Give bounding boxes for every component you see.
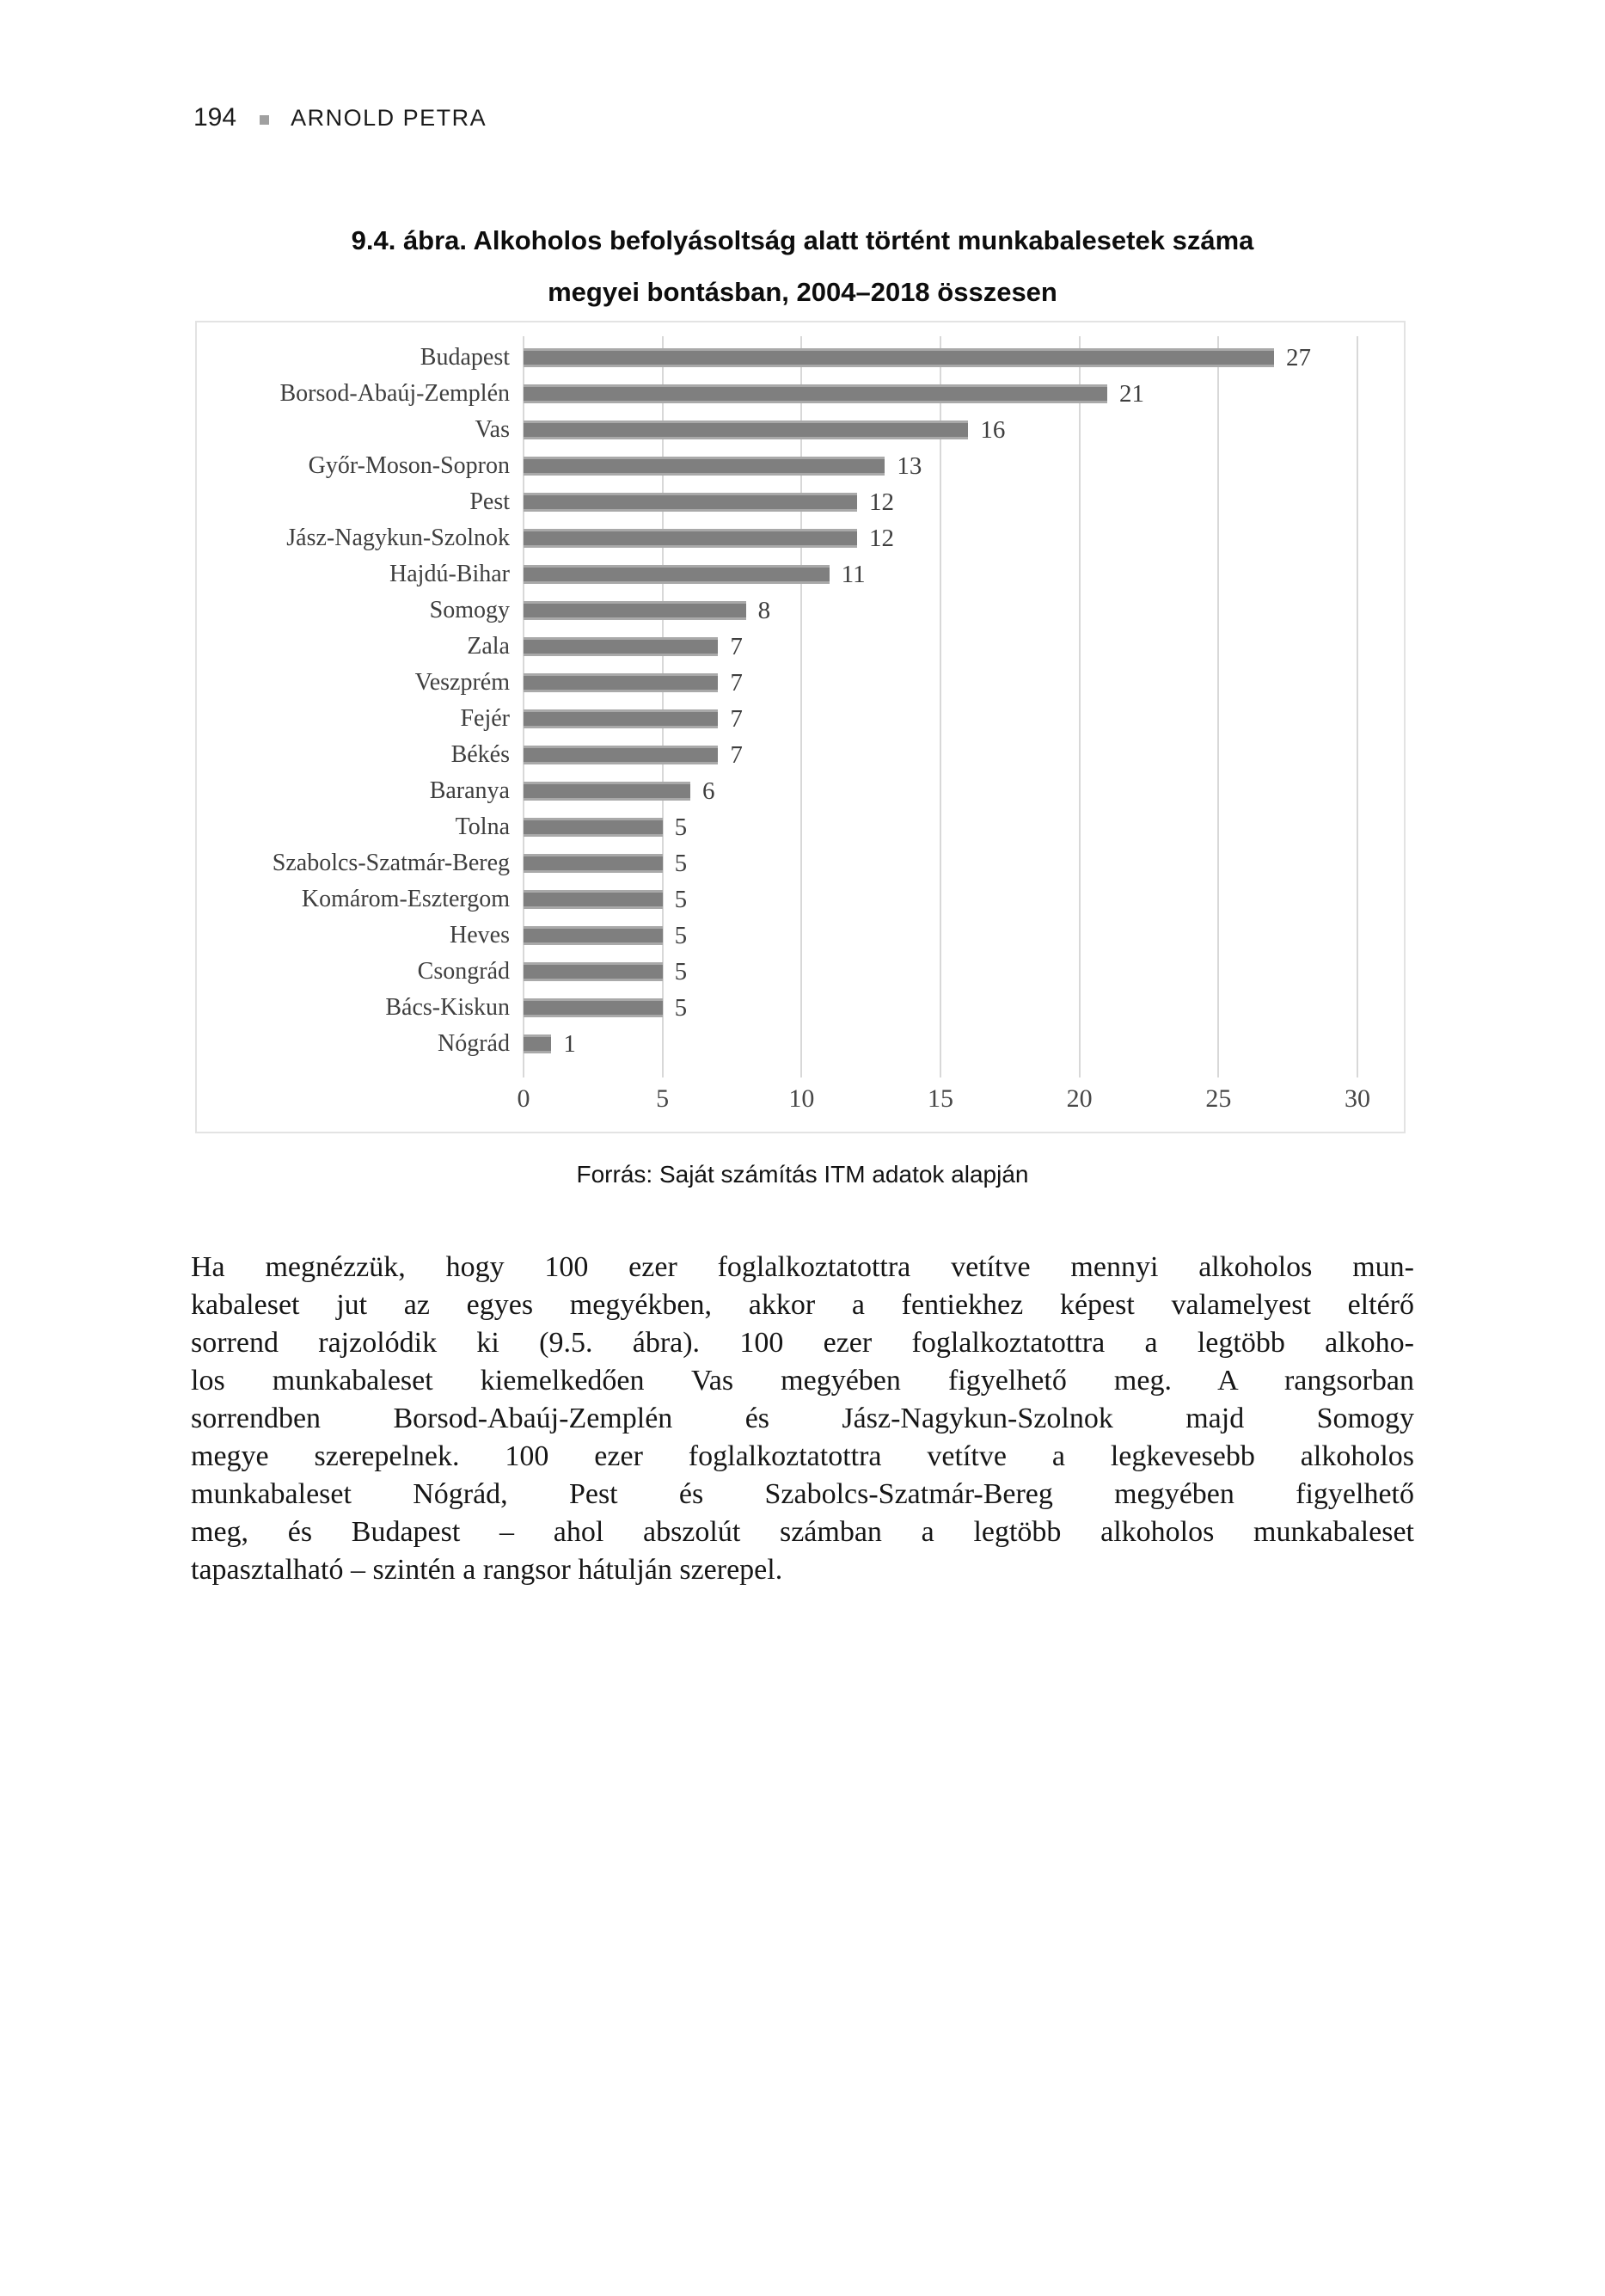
category-label: Fejér [460, 705, 510, 732]
bar-chart [195, 321, 1406, 1133]
bar [524, 493, 857, 512]
figure-title-line2: megyei bontásban, 2004–2018 összesen [548, 277, 1057, 307]
category-label: Hajdú-Bihar [389, 561, 510, 587]
body-line: kabaleset jut az egyes megyékben, akkor a fentiekhez képest valamelyest eltérő [191, 1289, 1414, 1321]
body-line: munkabaleset Nógrád, Pest és Szabolcs-Szatmár-Bereg megyében figyelhető [191, 1478, 1414, 1510]
bar-track [524, 881, 1404, 918]
bar-track [524, 484, 1404, 520]
running-head [193, 103, 487, 132]
page-number: 194 [193, 103, 237, 132]
chart-row [197, 556, 1404, 592]
bar [524, 673, 718, 692]
square-separator-icon [260, 115, 269, 125]
body-line: megye szerepelnek. 100 ezer foglalkoztatottra vetítve a legkevesebb alkoholos [191, 1440, 1414, 1472]
category-label: Jász-Nagykun-Szolnok [286, 525, 510, 551]
chart-rows [197, 340, 1404, 1062]
body-paragraph [191, 1249, 1414, 1589]
bar [524, 854, 663, 873]
category-label: Heves [450, 922, 510, 948]
bar-track [524, 918, 1404, 954]
value-label: 7 [730, 668, 743, 697]
category-label: Somogy [429, 597, 510, 623]
chart-row [197, 1026, 1404, 1062]
category-label: Vas [475, 416, 510, 443]
figure-source: Forrás: Saját számítás ITM adatok alapján [576, 1161, 1029, 1188]
value-label: 5 [674, 957, 688, 985]
category-label: Budapest [420, 344, 510, 371]
bar-track [524, 737, 1404, 773]
x-tick-label: 5 [656, 1084, 670, 1113]
figure-title-line1: 9.4. ábra. Alkoholos befolyásoltság alatt történt munkabalesetek száma [351, 225, 1254, 255]
chart-row [197, 990, 1404, 1026]
value-label: 16 [980, 415, 1006, 444]
chart-row [197, 629, 1404, 665]
chart-row [197, 809, 1404, 845]
bar-track [524, 701, 1404, 737]
chart-row [197, 845, 1404, 881]
value-label: 5 [674, 849, 688, 877]
bar-track [524, 845, 1404, 881]
x-tick-label: 30 [1345, 1084, 1370, 1113]
bar-track [524, 448, 1404, 484]
x-tick-label: 20 [1066, 1084, 1093, 1113]
chart-row [197, 773, 1404, 809]
bar-track [524, 773, 1404, 809]
bar-track [524, 592, 1404, 629]
category-label: Borsod-Abaúj-Zemplén [279, 380, 510, 407]
chart-row [197, 737, 1404, 773]
bar [524, 746, 718, 764]
chart-row [197, 376, 1404, 412]
bar-track [524, 665, 1404, 701]
bar [524, 601, 746, 620]
chart-row [197, 665, 1404, 701]
bar-track [524, 520, 1404, 556]
bar [524, 348, 1274, 367]
bar [524, 782, 690, 801]
value-label: 1 [563, 1029, 576, 1058]
bar [524, 1034, 551, 1053]
bar [524, 962, 663, 981]
value-label: 7 [730, 704, 743, 733]
chart-row [197, 448, 1404, 484]
chart-row [197, 954, 1404, 990]
value-label: 27 [1286, 343, 1311, 371]
chart-row [197, 412, 1404, 448]
bar-track [524, 1026, 1404, 1062]
chart-row [197, 918, 1404, 954]
value-label: 5 [674, 813, 688, 841]
body-line: Ha megnézzük, hogy 100 ezer foglalkoztatottra vetítve mennyi alkoholos mun- [191, 1251, 1414, 1283]
chart-row [197, 484, 1404, 520]
category-label: Veszprém [414, 669, 510, 696]
value-label: 7 [730, 740, 743, 769]
value-label: 13 [897, 451, 922, 480]
category-label: Komárom-Esztergom [301, 886, 510, 912]
chart-row [197, 592, 1404, 629]
value-label: 21 [1119, 379, 1144, 408]
category-label: Békés [450, 741, 510, 768]
bar [524, 818, 663, 837]
chart-row [197, 340, 1404, 376]
running-head-author: ARNOLD PETRA [291, 104, 487, 131]
value-label: 12 [869, 488, 894, 516]
bar-track [524, 412, 1404, 448]
bar-track [524, 340, 1404, 376]
value-label: 11 [841, 560, 866, 588]
bar [524, 637, 718, 656]
x-axis-tick-labels [517, 1084, 1370, 1119]
value-label: 12 [869, 524, 894, 552]
value-label: 5 [674, 993, 688, 1022]
chart-row [197, 520, 1404, 556]
body-line: sorrend rajzolódik ki (9.5. ábra). 100 ezer foglalkoztatottra a legtöbb alkoho- [191, 1327, 1414, 1359]
category-label: Pest [469, 488, 510, 515]
bar [524, 890, 663, 909]
body-line: sorrendben Borsod-Abaúj-Zemplén és Jász-Nagykun-Szolnok majd Somogy [191, 1403, 1414, 1434]
value-label: 6 [702, 777, 715, 805]
category-label: Csongrád [417, 958, 510, 985]
bar [524, 529, 857, 548]
bar-track [524, 990, 1404, 1026]
value-label: 5 [674, 921, 688, 949]
x-tick-label: 25 [1205, 1084, 1232, 1113]
category-label: Zala [467, 633, 510, 660]
category-label: Bács-Kiskun [385, 994, 510, 1021]
bar-track [524, 556, 1404, 592]
bar [524, 565, 830, 584]
category-label: Baranya [429, 777, 510, 804]
value-label: 5 [674, 885, 688, 913]
bar-track [524, 809, 1404, 845]
x-tick-label: 0 [517, 1084, 530, 1113]
bar-track [524, 629, 1404, 665]
category-label: Szabolcs-Szatmár-Bereg [272, 850, 510, 876]
body-line: tapasztalható – szintén a rangsor hátulján szerepel. [191, 1554, 783, 1586]
bar-track [524, 954, 1404, 990]
body-line: los munkabaleset kiemelkedően Vas megyében figyelhető meg. A rangsorban [191, 1365, 1414, 1397]
chart-row [197, 881, 1404, 918]
bar [524, 926, 663, 945]
category-label: Győr-Moson-Sopron [308, 452, 510, 479]
category-label: Tolna [455, 813, 510, 840]
bar [524, 998, 663, 1017]
value-label: 8 [757, 596, 771, 624]
figure-title [193, 215, 1412, 318]
bar [524, 457, 885, 476]
bar [524, 421, 968, 439]
category-label: Nógrád [438, 1030, 510, 1057]
chart-row [197, 701, 1404, 737]
bar-track [524, 376, 1404, 412]
bar [524, 384, 1107, 403]
value-label: 7 [730, 632, 743, 660]
x-tick-label: 15 [928, 1084, 953, 1113]
bar [524, 709, 718, 728]
x-tick-label: 10 [788, 1084, 815, 1113]
body-line: meg, és Budapest – ahol abszolút számban a legtöbb alkoholos munkabaleset [191, 1516, 1414, 1548]
